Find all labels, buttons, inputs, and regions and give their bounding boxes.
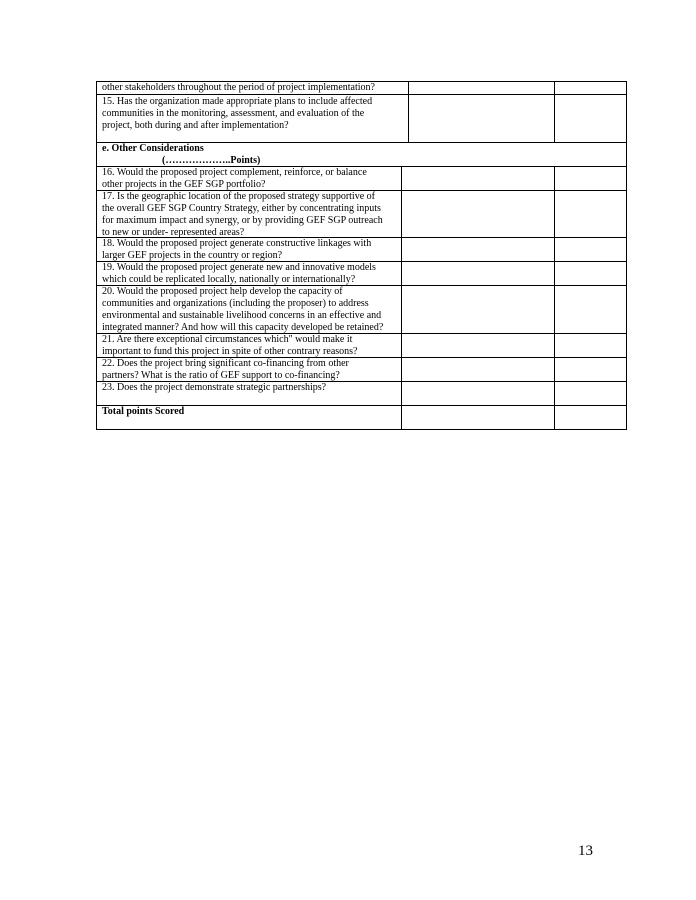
criterion-21: 21. Are there exceptional circumstances which" would make it important to fund this project in spite of other contrary reasons? [102, 334, 358, 357]
column-divider [554, 81, 555, 143]
table-border-bottom [96, 429, 627, 430]
column-divider [408, 81, 409, 143]
criterion-18: 18. Would the proposed project generate constructive linkages with larger GEF projects in the country or region? [102, 238, 372, 261]
section-points-placeholder: (………………..Points) [162, 155, 261, 166]
criterion-23: 23. Does the project demonstrate strategic partnerships? [102, 382, 327, 393]
criterion-15: 15. Has the organization made appropriate plans to include affected communities in the monitoring, assessment, and evaluation of the project, both during and after implementation? [102, 96, 373, 131]
table-border-right [626, 81, 627, 430]
column-divider [401, 166, 402, 430]
page-number: 13 [578, 843, 593, 859]
criterion-20: 20. Would the proposed project help develop the capacity of communities and organizations (including the proposer) to address environmental and sustainable livelihood concerns in an effective and integrated manner? And how will this capacity developed be retained? [102, 286, 384, 333]
column-divider [554, 166, 555, 430]
criterion-17: 17. Is the geographic location of the proposed strategy supportive of the overall GEF SGP Country Strategy, either by concentrating inputs for maximum impact and synergy, or by providing GEF SGP outreach to new or under- represented areas? [102, 191, 383, 238]
section-heading-other-considerations: e. Other Considerations [102, 143, 204, 154]
total-points-label: Total points Scored [102, 406, 185, 417]
table-border-left [96, 81, 97, 430]
criterion-14-continued: other stakeholders throughout the period of project implementation? [102, 82, 375, 93]
criterion-16: 16. Would the proposed project complement, reinforce, or balance other projects in the GEF SGP portfolio? [102, 167, 367, 190]
row-divider [96, 94, 627, 95]
criterion-19: 19. Would the proposed project generate new and innovative models which could be replicated locally, nationally or internationally? [102, 262, 376, 285]
criterion-22: 22. Does the project bring significant co-financing from other partners? What is the ratio of GEF support to co-financing? [102, 358, 349, 381]
